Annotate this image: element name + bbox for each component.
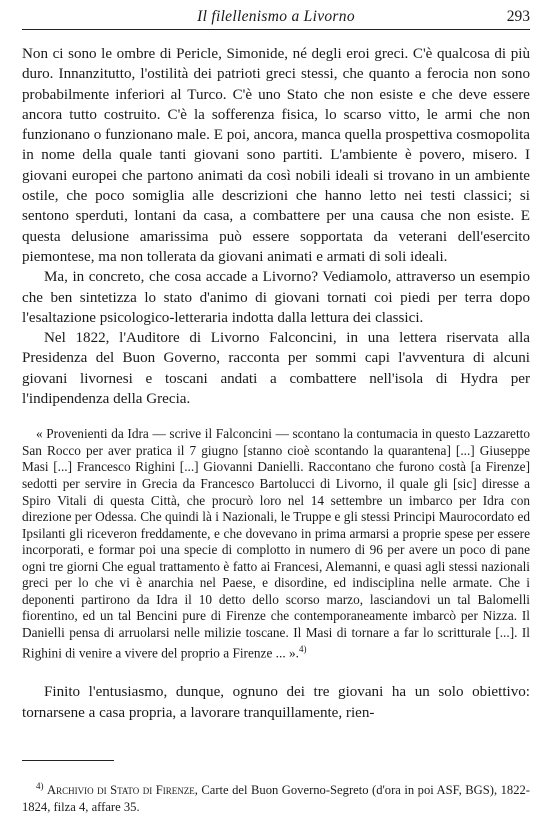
page-header <box>22 6 530 28</box>
footnote-rule <box>22 760 114 761</box>
header-rule <box>22 29 530 30</box>
footnote-text <box>22 778 530 816</box>
running-title: Il filellenismo a Livorno <box>197 8 355 25</box>
paragraph-1: Non ci sono le ombre di Pericle, Simonide, né degli eroi greci. C'è qualcosa di più duro. Innanzitutto, l'ostilità dei patrioti greci stessi, che quanto a ferocia non sono probabilmente inferiori al Turco. C'è uno Stato che non esiste e che deve essere ancora tutto costruito. C'è la sofferenza fisica, lo scarso vitto, le armi che non funzionano o funzionano male. E poi, ancora, manca quella prospettiva cosmopolita in nome della quale tanti giovani sono partiti. L'ambiente è povero, misero. I giovani europei che partono animati da così nobili ideali si trovano in un ambiente ostile, che poco somiglia alle descrizioni che hanno letto nei testi classici; si sentono sperduti, lontani da casa, a combattere per una causa che non esiste. E questa delusione amarissima può essere sopportata da veterani dell'esercito piemontese, ma non tollerata da giovani animati e armati di soli ideali. <box>22 46 530 265</box>
closing-paragraph: Finito l'entusiasmo, dunque, ognuno dei tre giovani ha un solo obiettivo: tornarsene a casa propria, a lavorare tranquillamente, rien- <box>22 684 530 721</box>
block-quotation <box>22 426 530 662</box>
quotation-body: « Provenienti da Idra — scrive il Falconcini — scontano la contumacia in questo Lazzaretto San Rocco per aver pratica il 7 giugno [stanno cioè scontando la quarantena] [...] Giuseppe Masi [...] Francesco Righini [...] Giovanni Danielli. Raccontano che furono costà [a Firenze] sedotti per servire in Grecia da Francesco Bartolucci di Livorno, il quale gli [sic] diresse a Spiro Vitali di questa Città, che procurò loro nel 14 settembre un imbarco per Idra con direzione per Odessa. Che quindi là i Nazionali, le Truppe e gli stessi Principi Maurocordato ed Ipsilanti gli riceveron freddamente, e che dovevano in prima armarsi a proprie spese per essere incorporati, e formar poi una specie di complotto in numero di 96 per avere un poco di pane ogni tre giorni Che egual trattamento è fatto ai Francesi, Alemanni, e quasi agli stessi nazionali greci per lo che vi è anarchia nel Paese, e disordine, ed indisciplina nelle armate. Che i deponenti partirono da Idra il 10 detto dello scorso marzo, lasciandovi un tal Balomelli fiorentino, ed un tal Bencini pure di Firenze che contemporaneamente imbarcò per Nizza. Il Danielli pensa di arruolarsi nelle milizie toscane. Il Masi di tornare a far lo scritturale [...]. Il Righini di venire a vivere del proprio a Firenze ... ». <box>22 426 530 661</box>
quotation-note-ref: 4) <box>298 644 307 655</box>
footnote-marker: 4) <box>36 781 44 791</box>
footnote-archive: Archivio di Stato di Firenze <box>47 783 195 798</box>
footnote <box>22 778 530 816</box>
page-number: 293 <box>506 8 530 25</box>
footnote-details: , Carte del Buon Governo-Segreto (d'ora in poi ASF, BGS), 1822-1824, filza 4, affare 35. <box>22 783 531 815</box>
paragraph-3: Nel 1822, l'Auditore di Livorno Falconcini, in una lettera riservata alla Presidenza del Buon Governo, racconta per sommi capi l'avventura di alcuni giovani livornesi e toscani andati a combattere nell'isola di Hydra per l'indipendenza della Grecia. <box>22 330 530 408</box>
body-text <box>22 44 530 723</box>
paragraph-2: Ma, in concreto, che cosa accade a Livorno? Vediamolo, attraverso un esempio che ben sintetizza lo stato d'animo di giovani tornati coi piedi per terra dopo l'esaltazione psicologico-letteraria indotta dalla lettura dei classici. <box>22 269 530 326</box>
quotation-text <box>22 426 530 662</box>
